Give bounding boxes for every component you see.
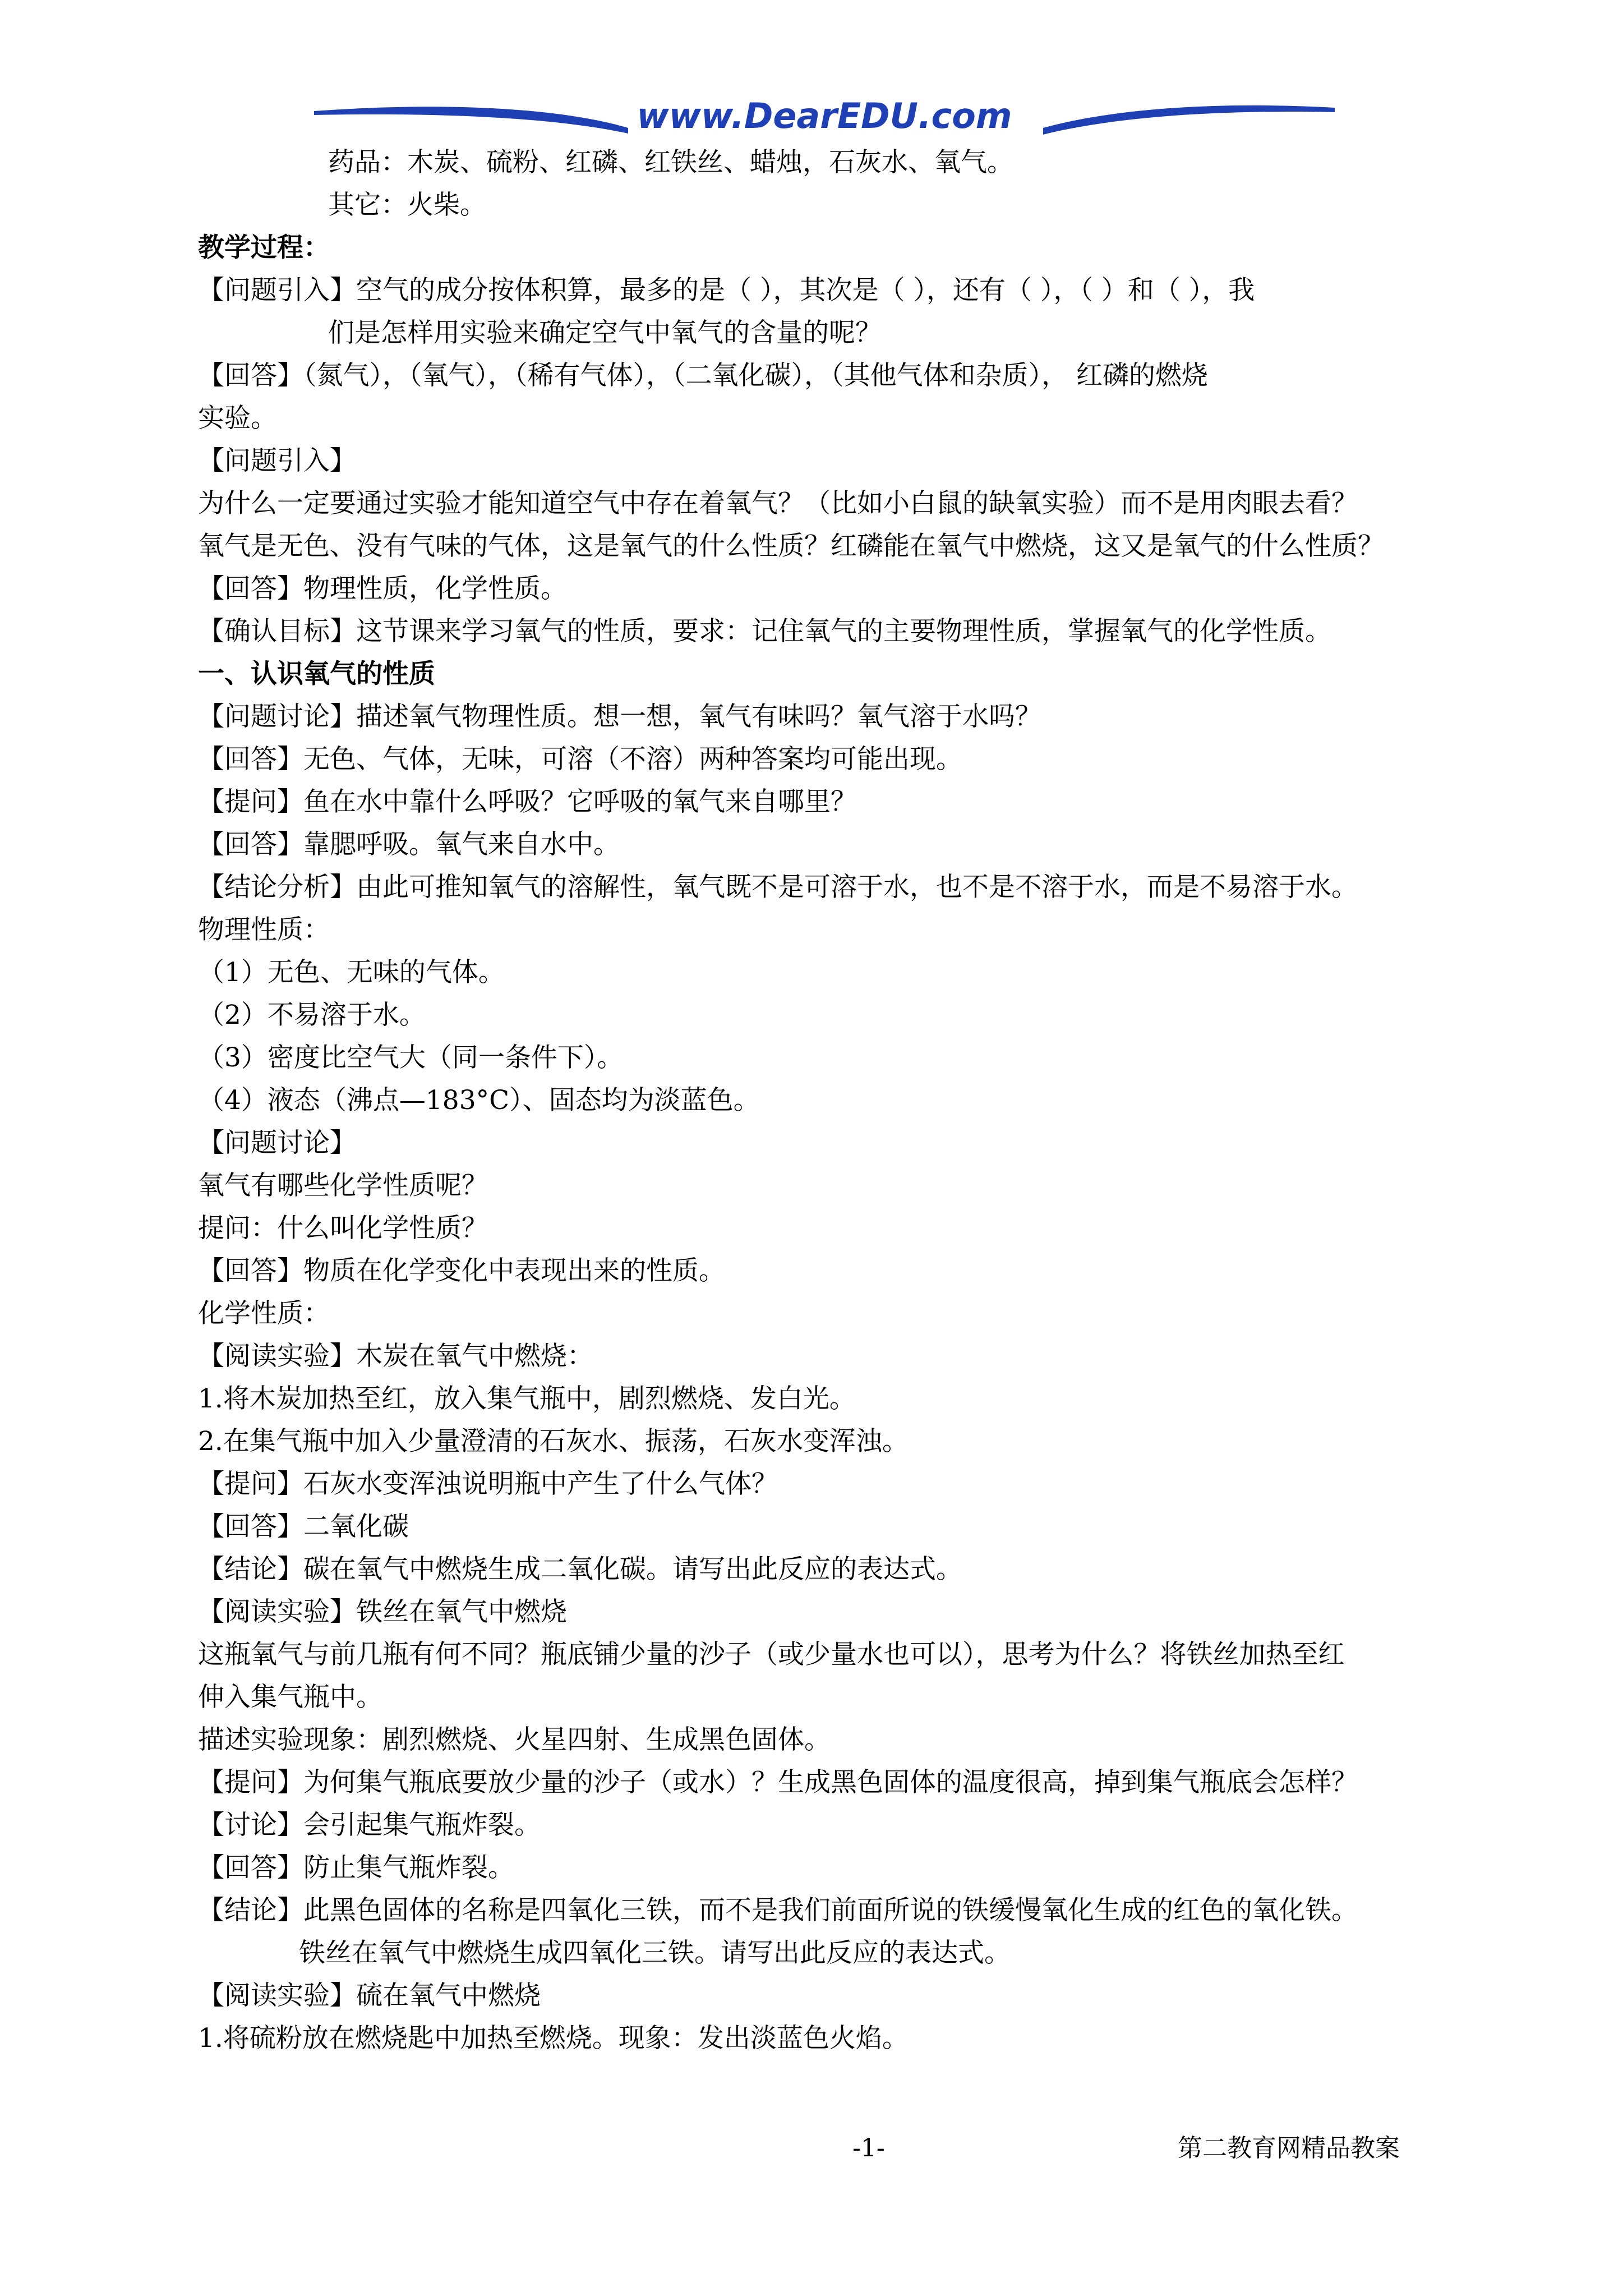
- paragraph-line: 铁丝在氧气中燃烧生成四氧化三铁。请写出此反应的表达式。: [299, 1938, 1011, 1968]
- paragraph-line: 【阅读实验】硫在氧气中燃烧: [198, 1980, 541, 2011]
- paragraph-line: 1.将硫粉放在燃烧匙中加热至燃烧。现象：发出淡蓝色火焰。: [198, 2023, 909, 2054]
- left-swoosh-icon: [314, 107, 628, 134]
- paragraph-line: 氧气有哪些化学性质呢？: [198, 1170, 488, 1201]
- paragraph-line: 【回答】无色、气体，无味，可溶（不溶）两种答案均可能出现。: [198, 744, 962, 775]
- paragraph-line: 【结论分析】由此可推知氧气的溶解性，氧气既不是可溶于水，也不是不溶于水，而是不易溶于水。: [198, 872, 1358, 903]
- paragraph-line: 【提问】为何集气瓶底要放少量的沙子（或水）？生成黑色固体的温度很高，掉到集气瓶底会怎样？: [198, 1767, 1358, 1798]
- section-heading-oxygen-properties: 一、认识氧气的性质: [198, 659, 435, 689]
- list-item: （3）密度比空气大（同一条件下）。: [198, 1042, 624, 1073]
- list-item: 2.在集气瓶中加入少量澄清的石灰水、振荡，石灰水变浑浊。: [198, 1426, 909, 1457]
- paragraph-line: 【回答】（氮气），（氧气），（稀有气体），（二氧化碳），（其他气体和杂质）， 红磷的燃烧: [198, 360, 1208, 391]
- document-body: [198, 141, 1460, 2060]
- paragraph-line: 【回答】二氧化碳: [198, 1511, 409, 1542]
- paragraph-line: 【问题引入】: [198, 445, 356, 476]
- paragraph-line: 伸入集气瓶中。: [198, 1682, 382, 1713]
- paragraph-line: 【回答】靠腮呼吸。氧气来自水中。: [198, 829, 620, 860]
- others-line: 其它：火柴。: [328, 190, 486, 220]
- paragraph-line: 【提问】石灰水变浑浊说明瓶中产生了什么气体？: [198, 1469, 778, 1499]
- paragraph-line: 实验。: [198, 403, 277, 434]
- paragraph-line: 们是怎样用实验来确定空气中氧气的含量的呢？: [328, 318, 882, 348]
- footer-source: 第二教育网精品教案: [1178, 2134, 1400, 2162]
- paragraph-line: 【讨论】会引起集气瓶炸裂。: [198, 1810, 541, 1841]
- list-item: （1）无色、无味的气体。: [198, 957, 505, 988]
- paragraph-line: 【提问】鱼在水中靠什么呼吸？它呼吸的氧气来自哪里？: [198, 786, 857, 817]
- paragraph-line: 【确认目标】这节课来学习氧气的性质，要求：记住氧气的主要物理性质，掌握氧气的化学性质。: [198, 616, 1331, 647]
- paragraph-line: 为什么一定要通过实验才能知道空气中存在着氧气？（比如小白鼠的缺氧实验）而不是用肉眼去看？: [198, 488, 1358, 519]
- paragraph-line: 这瓶氧气与前几瓶有何不同？瓶底铺少量的沙子（或少量水也可以），思考为什么？将铁丝加热至红: [198, 1639, 1345, 1670]
- paragraph-line: 【回答】物质在化学变化中表现出来的性质。: [198, 1255, 725, 1286]
- page-number: -1-: [852, 2134, 885, 2162]
- paragraph-line: 物理性质：: [198, 914, 330, 945]
- right-swoosh-icon: [1043, 105, 1335, 135]
- paragraph-line: 【问题讨论】: [198, 1128, 356, 1158]
- paragraph-line: 【问题讨论】描述氧气物理性质。想一想，氧气有味吗？氧气溶于水吗？: [198, 701, 1041, 732]
- paragraph-line: 【回答】物理性质，化学性质。: [198, 573, 567, 604]
- paragraph-line: 描述实验现象：剧烈燃烧、火星四射、生成黑色固体。: [198, 1724, 831, 1755]
- materials-line: 药品：木炭、硫粉、红磷、红铁丝、蜡烛，石灰水、氧气。: [328, 147, 1013, 178]
- paragraph-line: 【阅读实验】铁丝在氧气中燃烧: [198, 1596, 567, 1627]
- paragraph-line: 氧气是无色、没有气味的气体，这是氧气的什么性质？红磷能在氧气中燃烧，这又是氧气的什么性质？: [198, 531, 1384, 562]
- paragraph-line: 【阅读实验】木炭在氧气中燃烧：: [198, 1341, 593, 1372]
- list-item: 1.将木炭加热至红，放入集气瓶中，剧烈燃烧、发白光。: [198, 1383, 856, 1414]
- paragraph-line: 【问题引入】空气的成分按体积算，最多的是（ ），其次是（ ），还有（ ），（ ）和（ ），我: [198, 275, 1255, 306]
- list-item: （2）不易溶于水。: [198, 1000, 426, 1030]
- paragraph-line: 【回答】防止集气瓶炸裂。: [198, 1852, 514, 1883]
- paragraph-line: 【结论】碳在氧气中燃烧生成二氧化碳。请写出此反应的表达式。: [198, 1554, 962, 1585]
- header-logo-text: www.DearEDU.com: [637, 95, 1012, 136]
- paragraph-line: 提问：什么叫化学性质？: [198, 1213, 488, 1244]
- paragraph-line: 【结论】此黑色固体的名称是四氧化三铁，而不是我们前面所说的铁缓慢氧化生成的红色的氧化铁。: [198, 1895, 1358, 1926]
- list-item: （4）液态（沸点—183°C）、固态均为淡蓝色。: [198, 1085, 760, 1116]
- section-heading-process: 教学过程：: [198, 232, 330, 263]
- paragraph-line: 化学性质：: [198, 1298, 330, 1329]
